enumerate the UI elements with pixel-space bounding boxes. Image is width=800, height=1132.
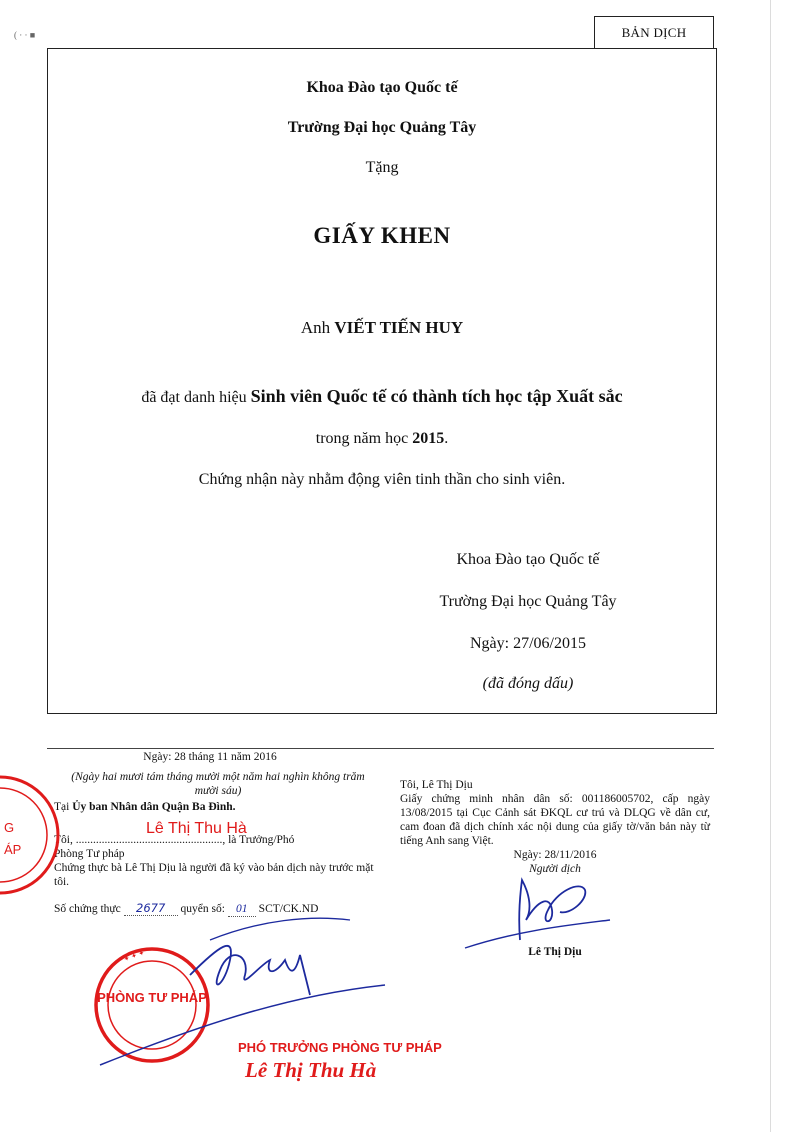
official-name-handwritten: Lê Thị Thu Hà <box>146 820 247 837</box>
notary-date-in-words: (Ngày hai mươi tám tháng mười một năm hai nghìn không trăm mười sáu) <box>71 771 365 797</box>
book-number: 01 <box>228 902 256 917</box>
notary-office: Ủy ban Nhân dân Quận Ba Đình. <box>72 801 236 813</box>
recipient-name: VIẾT TIẾN HUY <box>334 318 464 337</box>
official-suffix: , là Trưởng/Phó <box>222 834 295 846</box>
official-title: PHÓ TRƯỞNG PHÒNG TƯ PHÁP <box>238 1040 442 1055</box>
achievement-title: Sinh viên Quốc tế có thành tích học tập Xuất sắc <box>250 386 623 406</box>
svg-text:G: G <box>4 820 15 835</box>
certificate-title: GIẤY KHEN <box>313 223 451 248</box>
official-prefix: Tôi, <box>54 834 76 846</box>
issuer-faculty: Khoa Đào tạo Quốc tế <box>306 79 458 96</box>
translator-statement: Giấy chứng minh nhân dân số: 001186005702, cấp ngày 13/08/2015 tại Cục Cảnh sát ĐKQL cư trú và DLQG về dân cư, cam đoan đã dịch chính xác nội dung của giấy tờ/văn bản này từ tiếng Anh sang Việt. <box>400 793 710 847</box>
recipient-prefix: Anh <box>300 318 331 337</box>
notary-office-line <box>54 800 236 814</box>
signature-university: Trường Đại học Quảng Tây <box>439 593 617 610</box>
scan-mark: ( · · ■ <box>14 30 36 40</box>
year-line <box>48 430 716 448</box>
translator-role: Người dịch <box>529 863 581 875</box>
year-prefix: trong năm học <box>315 430 409 447</box>
translation-tag: BẢN DỊCH <box>594 16 714 49</box>
office-prefix: Tại <box>54 801 70 813</box>
book-label: quyển số: <box>180 903 225 915</box>
signature-date: Ngày: 27/06/2015 <box>470 635 586 652</box>
translator-name: Lê Thị Dịu <box>528 946 582 958</box>
book-suffix: SCT/CK.ND <box>258 903 319 915</box>
achievement-prefix: đã đạt danh hiệu <box>141 389 247 406</box>
issuer-university: Trường Đại học Quảng Tây <box>287 119 477 136</box>
seal-note: (đã đóng dấu) <box>482 675 574 692</box>
translator-signature-icon <box>460 870 640 955</box>
scan-edge <box>770 0 771 1132</box>
cert-number: 2677 <box>124 901 178 916</box>
translator-date: Ngày: 28/11/2016 <box>513 849 597 861</box>
official-dots: ................................................... <box>75 834 223 846</box>
academic-year: 2015 <box>412 430 445 447</box>
svg-text:ÁP: ÁP <box>4 842 22 857</box>
partial-seal-icon <box>0 770 70 900</box>
certificate-frame <box>47 48 717 714</box>
notary-date: Ngày: 28 tháng 11 năm 2016 <box>143 751 277 763</box>
official-signature-name: Lê Thị Thu Hà <box>245 1058 377 1082</box>
certification-text: Chứng thực bà Lê Thị Dịu là người đã ký vào bản dịch này trước mặt tôi. <box>54 862 374 888</box>
encouragement-text: Chứng nhận này nhằm động viên tinh thần cho sinh viên. <box>198 471 566 488</box>
cert-number-label: Số chứng thực <box>54 903 121 915</box>
section-divider <box>47 748 714 749</box>
seal-text: PHÒNG TƯ PHÁP <box>97 990 207 1005</box>
svg-text:✦ ✦ ✦: ✦ ✦ ✦ <box>123 949 146 964</box>
signature-faculty: Khoa Đào tạo Quốc tế <box>456 551 600 568</box>
translator-intro: Tôi, Lê Thị Dịu <box>400 779 473 791</box>
achievement-line <box>48 386 716 407</box>
presented-to: Tặng <box>365 159 399 176</box>
year-suffix: . <box>444 430 449 447</box>
recipient-line <box>48 318 716 338</box>
department: Phòng Tư pháp <box>54 848 125 860</box>
